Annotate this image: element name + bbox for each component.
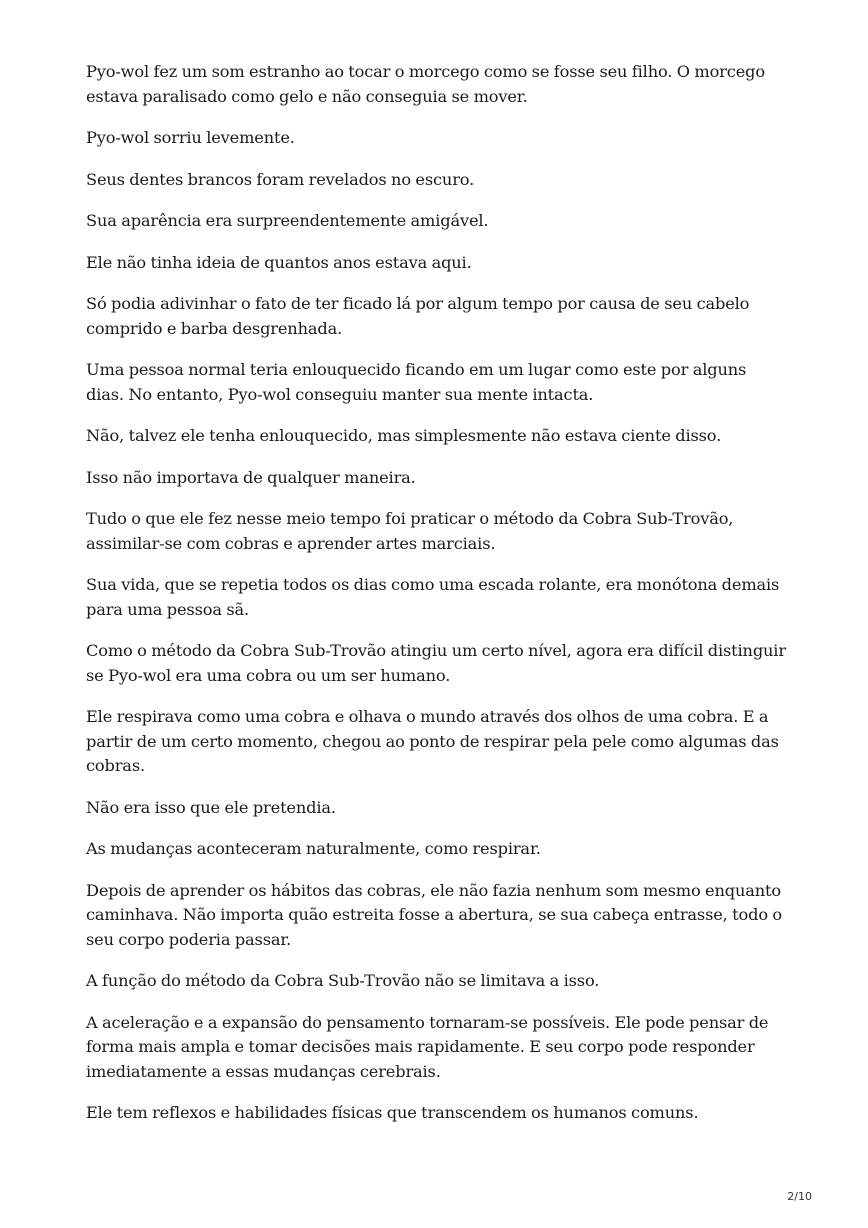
paragraph: Depois de aprender os hábitos das cobras, ele não fazia nenhum som mesmo enquanto caminhava. Não importa quão estreita fosse a abertura, se sua cabeça entrasse, todo o seu corpo poderia passar.	[86, 880, 783, 949]
paragraph: Seus dentes brancos foram revelados no escuro.	[86, 169, 475, 189]
paragraph: Ele respirava como uma cobra e olhava o mundo através dos olhos de uma cobra. E a partir de um certo momento, chegou ao ponto de respirar pela pele como algumas das cobras.	[86, 707, 779, 775]
paragraph: A função do método da Cobra Sub-Trovão não se limitava a isso.	[86, 971, 600, 990]
paragraph: Ele não tinha ideia de quantos anos estava aqui.	[86, 252, 472, 272]
paragraph: Como o método da Cobra Sub-Trovão atingiu um certo nível, agora era difícil distinguir se Pyo-wol era uma cobra ou um ser humano.	[86, 641, 786, 685]
paragraph: Ele tem reflexos e habilidades físicas que transcendem os humanos comuns.	[86, 1103, 699, 1122]
paragraph: Uma pessoa normal teria enlouquecido ficando em um lugar como este por alguns dias. No entanto, Pyo-wol conseguiu manter sua mente intacta.	[86, 360, 747, 404]
paragraph: Não, talvez ele tenha enlouquecido, mas simplesmente não estava ciente disso.	[86, 426, 722, 445]
page-number: 2/10	[787, 1190, 812, 1203]
paragraph: Sua aparência era surpreendentemente amigável.	[86, 211, 489, 230]
paragraph: Sua vida, que se repetia todos os dias como uma escada rolante, era monótona demais para uma pessoa sã.	[86, 575, 780, 619]
document-page	[86, 60, 786, 1143]
paragraph: Pyo-wol sorriu levemente.	[86, 128, 295, 147]
paragraph: A aceleração e a expansão do pensamento tornaram-se possíveis. Ele pode pensar de forma mais ampla e tomar decisões mais rapidamente. E seu corpo pode responder imediatamente a essas mudanças cerebrais.	[86, 1012, 769, 1081]
paragraph: Isso não importava de qualquer maneira.	[86, 467, 416, 487]
paragraph: Pyo-wol fez um som estranho ao tocar o morcego como se fosse seu filho. O morcego estava paralisado como gelo e não conseguia se mover.	[86, 62, 765, 106]
paragraph: Não era isso que ele pretendia.	[86, 797, 336, 817]
paragraph: Tudo o que ele fez nesse meio tempo foi praticar o método da Cobra Sub-Trovão, assimilar-se com cobras e aprender artes marciais.	[86, 509, 734, 553]
paragraph: As mudanças aconteceram naturalmente, como respirar.	[86, 839, 541, 858]
paragraph: Só podia adivinhar o fato de ter ficado lá por algum tempo por causa de seu cabelo comprido e barba desgrenhada.	[86, 294, 750, 338]
